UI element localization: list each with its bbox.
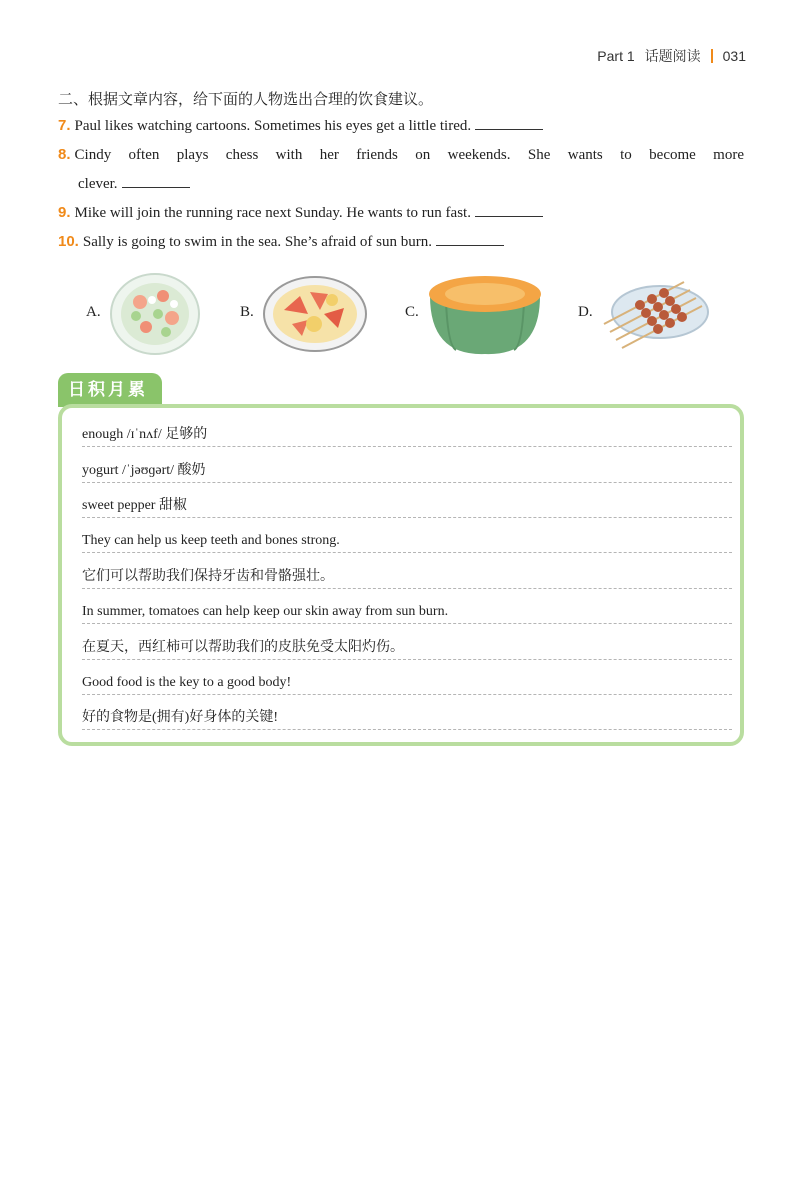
question-number: 7.	[58, 117, 71, 134]
question-text-cont: clever.	[78, 176, 118, 192]
sentence-line: In summer, tomatoes can help keep our skin away from sun burn.	[82, 589, 732, 624]
option-d-label: D.	[578, 304, 593, 320]
answer-blank[interactable]	[122, 173, 190, 188]
section-title: 二、根据文章内容，给下面的人物选出合理的饮食建议。	[58, 92, 434, 108]
question-number: 10.	[58, 233, 79, 250]
tomato-egg-plate-icon	[262, 274, 368, 354]
question-text: Paul likes watching cartoons. Sometimes his eyes get a little tired.	[74, 118, 472, 134]
question-text: Cindy often plays chess with her friends on weekends. She wants to become more	[74, 147, 744, 163]
question-10	[58, 227, 744, 257]
question-number: 9.	[58, 204, 71, 221]
melon-icon	[426, 272, 544, 356]
question-number: 8.	[58, 146, 71, 163]
question-text: Mike will join the running race next Sunday. He wants to run fast.	[74, 205, 471, 221]
topic-label: 话题阅读	[644, 48, 701, 64]
vocab-line: enough /ɪˈnʌf/ 足够的	[82, 412, 732, 447]
sentence-line: They can help us keep teeth and bones strong.	[82, 518, 732, 553]
food-options	[0, 272, 800, 356]
page-header	[597, 46, 746, 66]
accumulate-box	[58, 404, 744, 746]
option-a-label: A.	[86, 304, 101, 320]
vocab-line: yogurt /ˈjəʊɡərt/ 酸奶	[82, 448, 732, 483]
question-9	[58, 198, 744, 228]
answer-blank[interactable]	[436, 231, 504, 246]
answer-blank[interactable]	[475, 202, 543, 217]
page-number: 031	[722, 48, 746, 64]
question-text: Sally is going to swim in the sea. She’s afraid of sun burn.	[82, 234, 432, 250]
sentence-line: 好的食物是(拥有)好身体的关键!	[82, 695, 732, 730]
vocab-line: sweet pepper 甜椒	[82, 483, 732, 518]
header-divider	[711, 49, 713, 63]
kebab-skewers-icon	[600, 274, 710, 354]
question-7	[58, 111, 744, 141]
salad-bowl-icon	[108, 272, 202, 356]
sentence-line: 它们可以帮助我们保持牙齿和骨骼强壮。	[82, 554, 732, 589]
answer-blank[interactable]	[475, 115, 543, 130]
accumulate-tab: 日积月累	[58, 373, 162, 407]
question-8	[58, 140, 744, 199]
option-c-label: C.	[405, 304, 419, 320]
sentence-line: Good food is the key to a good body!	[82, 660, 732, 695]
option-b-label: B.	[240, 304, 254, 320]
sentence-line: 在夏天，西红柿可以帮助我们的皮肤免受太阳灼伤。	[82, 625, 732, 660]
part-label: Part 1	[597, 48, 635, 64]
